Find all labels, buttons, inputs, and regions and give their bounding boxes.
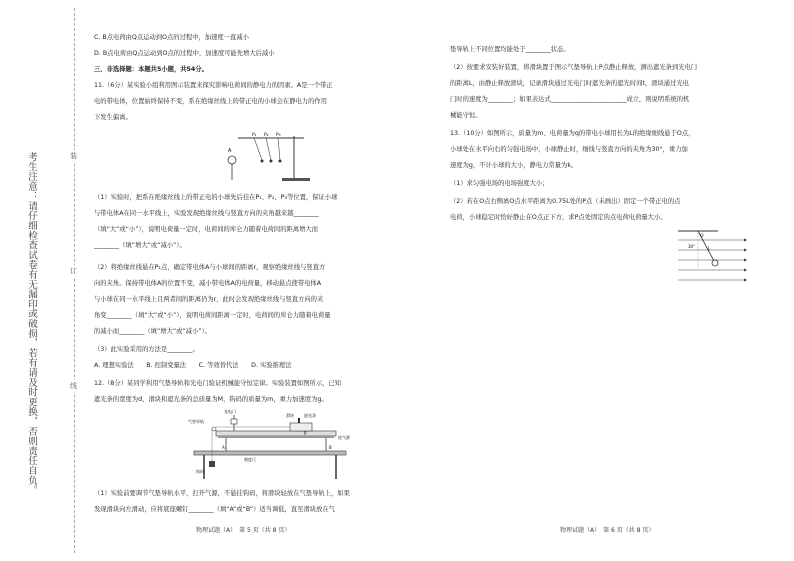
- text-line: 发现滑块向左滑动，应将底座螺钉________（填“A”或“B”）适当调低，直至滑块放在气: [94, 506, 335, 513]
- text-line: 电荷，小球稳定时恰好静止在O点正下方，求P点处固定的点电荷电荷量大小。: [450, 214, 667, 221]
- electric-field-figure: [674, 228, 748, 284]
- text-line: D. B点电荷由Q点运动到O点的过程中，加速度可能先增大后减小: [94, 50, 275, 57]
- binding-dash-line: [74, 8, 75, 553]
- text-line: （2）若在O点右侧离O点水平距离为0.75L处的P点（未画出）固定一个带正电的点: [450, 198, 681, 205]
- text-line: （1）实验前要调节气垫导轨水平，打开气源，不悬挂钩码，将滑块轻放在气垫导轨上，如果: [94, 490, 350, 497]
- figure-label: 气垫导轨: [188, 419, 204, 424]
- figure-label: 光电门: [224, 409, 236, 414]
- text-line: 电的带电体，位置始终保持不变，系在绝缘丝线上的带正电的小球会在静电力的作用: [94, 98, 327, 105]
- figure-label: 30°: [688, 244, 696, 249]
- page-footer: 物理试题（A） 第 6 页（共 8 页）: [560, 527, 655, 534]
- coulomb-apparatus-figure: [224, 130, 314, 184]
- figure-label: P₁: [252, 133, 257, 138]
- air-track-figure: [186, 409, 366, 481]
- figure-label: 连气源: [338, 435, 350, 440]
- text-line: ________（填“增大”或“减小”）。: [94, 242, 186, 249]
- figure-label: O: [700, 234, 704, 239]
- figure-label: P: [304, 431, 307, 436]
- figure-label: L: [708, 247, 711, 252]
- text-line: 垫导轨上不同位置均能处于________状态。: [450, 46, 570, 53]
- text-line: （1）实验时，把系在绝缘丝线上的带正电的小球先后挂在P₁、P₂、P₃等位置，保证小球: [94, 194, 338, 201]
- figure-label: P₃: [276, 133, 281, 138]
- text-line: 遮光条的宽度为d，滑块和遮光条的总质量为M，钩码的质量为m，重力加速度为g。: [94, 396, 328, 403]
- text-line: C. B点电荷由Q点运动到O点的过程中，加速度一直减小: [94, 34, 249, 41]
- figure-label: 滑块: [286, 413, 294, 418]
- text-line: （2）按要求安装好装置，将滑块置于图示气垫导轨上P点静止释放，测出遮光条到光电门: [450, 64, 698, 71]
- figure-label: A: [222, 445, 225, 450]
- figure-label: 钩码: [196, 469, 204, 474]
- section-heading: 三、非选择题：本题共5小题，共54分。: [94, 66, 208, 73]
- text-line: （3）此实验采用的方法是________。: [94, 346, 199, 353]
- answer-choices: A. 理想实验法 B. 控制变量法 C. 等效替代法 D. 实验推理法: [94, 362, 292, 369]
- text-line: （填“大”或“小”），说明电荷量一定时，电荷间的库仑力随着电荷间的距离增大而: [94, 226, 318, 233]
- text-line: 门时的速度为________；如果表达式________________________成立，则说明系统的机: [450, 96, 690, 103]
- text-line: 的距离L，由静止释放滑块，记录滑块通过光电门时遮光条的遮光时间t，滑块通过光电: [450, 80, 689, 87]
- text-line: 下发生偏离。: [94, 114, 132, 121]
- text-line: 小球处在水平向右的匀强电场中，小球静止时，细线与竖直方向的夹角为30°，重力加: [450, 146, 688, 153]
- question-11-stem: 11.（6分）某实验小组利用图示装置来探究影响电荷间的静电力的因素。A是一个带正: [94, 82, 333, 89]
- figure-label: 刻度尺: [244, 457, 256, 462]
- text-line: （2）将绝缘丝线悬在P₁点，确定带电体A与小球间的距离r，观察绝缘丝线与竖直方: [94, 264, 326, 271]
- text-line: 与带电体A在同一水平线上，实验发现绝缘丝线与竖直方向的夹角越来越________: [94, 210, 319, 217]
- figure-label: A: [228, 148, 232, 154]
- margin-sidebar: [0, 0, 77, 561]
- binding-marker: 线: [70, 382, 77, 390]
- exam-notice: 考生注意：请仔细检查试卷有无漏印或破损，若有请及时更换，否则责任自负。: [26, 152, 37, 495]
- binding-marker: 装: [70, 152, 77, 160]
- text-line: 与小球在同一水平线上且两者间的距离仍为r，此时会发现绝缘丝线与竖直方向的夹: [94, 296, 324, 303]
- binding-marker: 订: [70, 267, 77, 275]
- text-line: 角变________（填“大”或“小”），说明电荷间距离一定时，电荷间的库仑力随着电荷量: [94, 312, 331, 319]
- text-line: 向的夹角。保持带电体A的位置不变，减小带电体A的电荷量，移动悬点使带电体A: [94, 280, 322, 287]
- text-line: 械能守恒。: [450, 112, 482, 119]
- text-line: （1）求匀强电场的电场强度大小；: [450, 180, 549, 187]
- figure-label: 遮光条: [304, 413, 316, 418]
- text-line: 速度为g，不计小球的大小，静电力常量为k。: [450, 162, 578, 169]
- figure-label: P₂: [264, 133, 269, 138]
- page-footer: 物理试题（A） 第 5 页（共 8 页）: [196, 527, 291, 534]
- question-13-stem: 13.（10分）如图所示，质量为m、电荷量为q的带电小球用长为L的绝缘细线悬于O点，: [450, 130, 695, 137]
- question-12-stem: 12.（8分）某同学利用气垫导轨和光电门验证机械能守恒定律。实验装置如图所示，已知: [94, 380, 342, 387]
- figure-label: B: [329, 445, 332, 450]
- text-line: 的减小而________（填“增大”或“减小”）。: [94, 328, 211, 335]
